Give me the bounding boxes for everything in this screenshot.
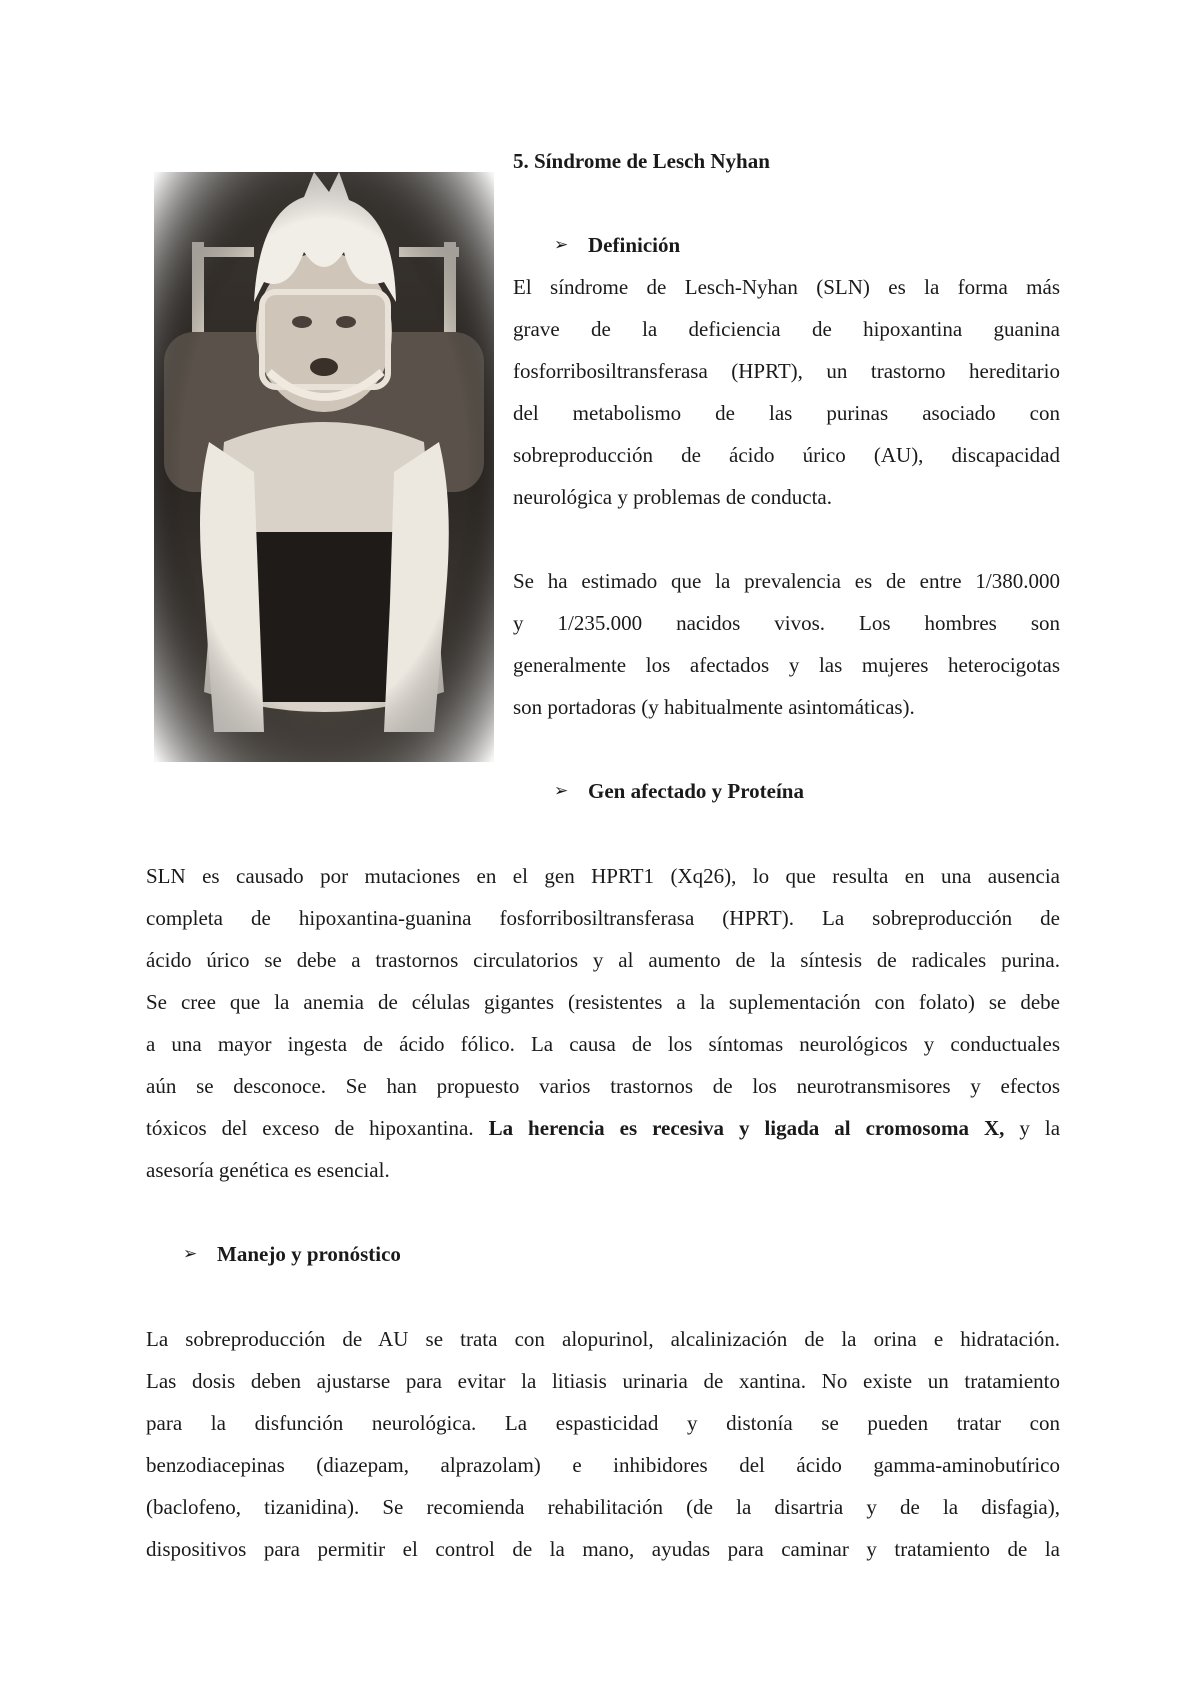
manejo-heading-label: Manejo y pronóstico [217,1242,401,1266]
text-line: a una mayor ingesta de ácido fólico. La causa de los síntomas neurológicos y conductuales [146,1032,1060,1056]
manejo-paragraph [146,1318,1060,1570]
section-title: 5. Síndrome de Lesch Nyhan [513,149,770,173]
definicion-paragraph-2 [513,560,1060,728]
text-line: fosforribosiltransferasa (HPRT), un trastorno hereditario [513,359,1060,383]
arrowhead-bullet-icon: ➢ [554,235,569,254]
definicion-heading [513,224,1060,266]
text-line: sobreproducción de ácido úrico (AU), discapacidad [513,443,1060,467]
text-line: La sobreproducción de AU se trata con alopurinol, alcalinización de la orina e hidratación. [146,1327,1060,1351]
patient-photo [154,172,494,762]
text-line: Se cree que la anemia de células gigantes (resistentes a la suplementación con folato) se debe [146,990,1060,1014]
text-line: aún se desconoce. Se han propuesto varios trastornos de los neurotransmisores y efectos [146,1074,1060,1098]
text-line: y 1/235.000 nacidos vivos. Los hombres son [513,611,1060,635]
text-line: del metabolismo de las purinas asociado con [513,401,1060,425]
text-line: benzodiacepinas (diazepam, alprazolam) e inhibidores del ácido gamma-aminobutírico [146,1453,1060,1477]
arrowhead-bullet-icon: ➢ [183,1244,198,1263]
definicion-paragraph-1 [513,266,1060,518]
inheritance-emphasis: La herencia es recesiva y ligada al cromosoma X, [488,1116,1005,1140]
patient-photo-image [154,172,494,762]
right-column [513,140,1060,728]
manejo-heading [183,1233,401,1275]
text-line: Las dosis deben ajustarse para evitar la litiasis urinaria de xantina. No existe un tratamiento [146,1369,1060,1393]
arrowhead-bullet-icon: ➢ [554,781,569,800]
text-line: asesoría genética es esencial. [146,1158,390,1182]
text-line: SLN es causado por mutaciones en el gen HPRT1 (Xq26), lo que resulta en una ausencia [146,864,1060,888]
gen-heading [554,770,804,812]
text-line: grave de la deficiencia de hipoxantina guanina [513,317,1060,341]
text-line: dispositivos para permitir el control de la mano, ayudas para caminar y tratamiento de la [146,1537,1060,1561]
definicion-heading-label: Definición [588,233,681,257]
text-line: El síndrome de Lesch-Nyhan (SLN) es la forma más [513,275,1060,299]
text-run: tóxicos del exceso de hipoxantina. [146,1116,489,1140]
text-run: y la [1004,1116,1061,1140]
text-line: son portadoras (y habitualmente asintomáticas). [513,695,915,719]
text-line: generalmente los afectados y las mujeres heterocigotas [513,653,1060,677]
text-line-mixed [146,1107,1060,1149]
text-line: completa de hipoxantina-guanina fosforribosiltransferasa (HPRT). La sobreproducción de [146,906,1060,930]
text-line: ácido úrico se debe a trastornos circulatorios y al aumento de la síntesis de radicales purina. [146,948,1060,972]
gen-heading-label: Gen afectado y Proteína [588,779,804,803]
text-line: para la disfunción neurológica. La espasticidad y distonía se pueden tratar con [146,1411,1060,1435]
gen-paragraph [146,855,1060,1191]
text-line: (baclofeno, tizanidina). Se recomienda rehabilitación (de la disartria y de la disfagia), [146,1495,1060,1519]
text-line: Se ha estimado que la prevalencia es de entre 1/380.000 [513,569,1060,593]
text-line: neurológica y problemas de conducta. [513,485,832,509]
